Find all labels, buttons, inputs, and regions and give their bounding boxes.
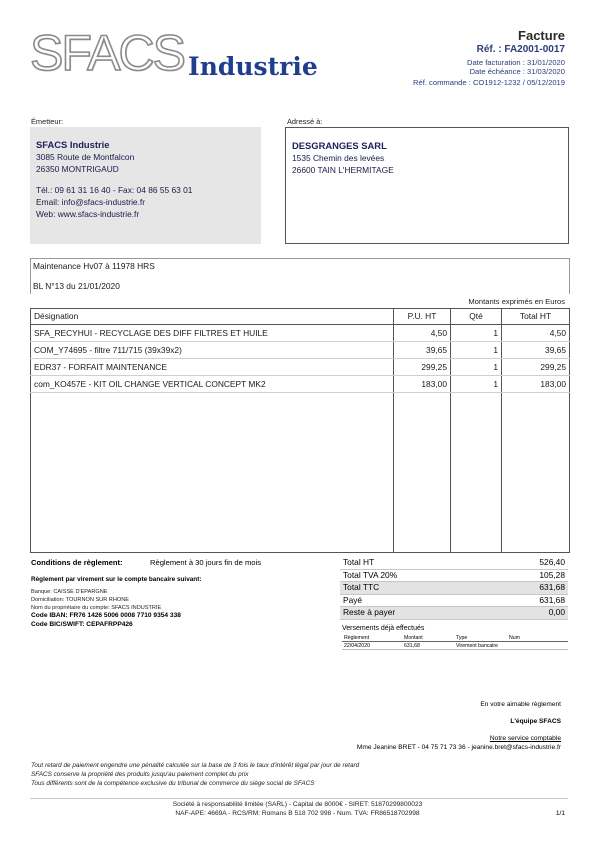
reference-block — [30, 258, 570, 294]
total-ht-row — [340, 557, 568, 570]
emitter-address-line-1: 3085 Route de Montfalcon — [36, 152, 135, 162]
recipient-address-line-1: 1535 Chemin des levées — [292, 153, 385, 163]
total-label: Total HT — [343, 557, 375, 567]
due-date: Date échéance : 31/03/2020 — [469, 67, 565, 76]
paid-row — [340, 595, 568, 608]
recipient-address-line-2: 26600 TAIN L'HERMITAGE — [292, 165, 394, 175]
payment-date: 22/04/2020 — [344, 643, 370, 649]
emitter-block — [30, 127, 261, 244]
table-row — [31, 342, 570, 359]
invoice-lines-table — [30, 308, 569, 553]
emitter-phone: Tél.: 09 61 31 16 40 - Fax: 04 86 55 63 01 — [36, 185, 193, 195]
row-unit-price: 183,00 — [394, 376, 451, 393]
payments-header-row — [342, 635, 568, 642]
row-total: 39,65 — [502, 342, 570, 359]
footer-company-info: Société à responsabilité limitée (SARL) - Capital de 8000€ - SIRET: 51870299800023 — [172, 801, 423, 808]
order-reference: Réf. commande : CO1912-1232 / 05/12/2019 — [413, 78, 565, 87]
column-header-quantity: Qté — [451, 309, 502, 325]
emitter-address-line-2: 26350 MONTRIGAUD — [36, 164, 119, 174]
footer-registration-info: NAF-APE: 4669A - RCS/RM: Romans B 518 702 998 - Num. TVA: FR86518702998 — [175, 810, 420, 817]
payment-type: Virement bancaire — [456, 643, 499, 649]
bank-domiciliation: Domiciliation: TOURNON SUR RHONE — [31, 597, 130, 603]
table-row — [31, 325, 570, 342]
row-unit-price: 299,25 — [394, 359, 451, 376]
invoice-date: Date facturation : 31/01/2020 — [467, 58, 565, 67]
team-signature: L'équipe SFACS — [510, 718, 561, 725]
payment-number — [509, 643, 564, 649]
row-quantity: 1 — [451, 376, 502, 393]
page-number: 1/1 — [555, 810, 565, 817]
bank-transfer-title: Règlement par virement sur le compte bancaire suivant: — [31, 576, 202, 583]
iban-code: Code IBAN: FR76 1426 5006 0008 7710 9354 338 — [31, 612, 181, 619]
total-label: Total TTC — [343, 582, 380, 592]
bank-name: Banque: CAISSE D'EPARGNE — [31, 589, 108, 595]
footer-divider — [30, 798, 568, 799]
emitter-email: Email: info@sfacs-industrie.fr — [36, 197, 146, 207]
total-value: 105,28 — [539, 569, 565, 580]
recipient-block — [285, 127, 569, 244]
jurisdiction-notice: Tous différents sont de la compétence exclusive du tribunal de commerce du siège social de SFACS — [31, 780, 315, 787]
row-designation: SFA_RECYHUI - RECYCLAGE DES DIFF FILTRES ET HUILE — [31, 325, 394, 342]
company-logo-text: SFACS — [30, 25, 184, 81]
recipient-name: DESGRANGES SARL — [292, 140, 387, 151]
invoice-reference: Réf. : FA2001-0017 — [476, 44, 565, 55]
total-tva-row — [340, 570, 568, 583]
total-label: Reste à payer — [343, 607, 396, 617]
payments-header-cell: Num — [509, 635, 520, 641]
payment-conditions-value: Règlement à 30 jours fin de mois — [150, 558, 262, 567]
row-designation: COM_Y74695 - filtre 711/715 (39x39x2) — [31, 342, 394, 359]
table-empty-area — [31, 393, 570, 553]
column-header-unit-price: P.U. HT — [394, 309, 451, 325]
accounting-contact: Mme Jeanine BRET - 04 75 71 73 36 - jeanine.bret@sfacs-industrie.fr — [356, 744, 561, 751]
total-value: 0,00 — [548, 607, 565, 617]
account-owner: Nom du propriétaire du compte: SFACS INDUSTRIE — [31, 605, 162, 611]
total-label: Payé — [343, 594, 363, 605]
totals-block — [340, 557, 568, 620]
emitter-name: SFACS Industrie — [36, 139, 110, 150]
row-designation: EDR37 - FORFAIT MAINTENANCE — [31, 359, 394, 376]
row-total: 183,00 — [502, 376, 570, 393]
table-row — [31, 376, 570, 393]
emitter-label: Émetteur: — [31, 117, 64, 126]
total-label: Total TVA 20% — [343, 569, 398, 580]
row-unit-price: 39,65 — [394, 342, 451, 359]
total-value: 526,40 — [539, 557, 565, 567]
row-quantity: 1 — [451, 359, 502, 376]
late-payment-notice: Tout retard de paiement engendre une pénalité calculée sur la base de 3 fois le taux d'intérêt légal par jour de retard — [31, 762, 360, 769]
payment-conditions-label: Conditions de règlement: — [31, 558, 123, 567]
row-designation: com_KO457E - KIT OIL CHANGE VERTICAL CONCEPT MK2 — [31, 376, 394, 393]
row-quantity: 1 — [451, 342, 502, 359]
recipient-label: Adressé à: — [287, 117, 323, 126]
payments-header-cell: Règlement — [344, 635, 370, 641]
table-header-row — [31, 309, 570, 325]
table-row — [31, 359, 570, 376]
payments-row — [342, 643, 568, 650]
currency-note: Montants exprimés en Euros — [468, 297, 565, 306]
payments-made-title: Versements déjà effectués — [342, 625, 425, 632]
remaining-row — [340, 607, 568, 620]
emitter-website: Web: www.sfacs-industrie.fr — [36, 209, 140, 219]
reference-line-1: Maintenance Hv07 à 11978 HRS — [33, 261, 155, 271]
payments-header-cell: Montant — [404, 635, 423, 641]
column-header-designation: Désignation — [31, 309, 394, 325]
column-header-total: Total HT — [502, 309, 570, 325]
payment-amount: 631,68 — [404, 643, 420, 649]
company-logo-subtitle: Industrie — [188, 52, 318, 81]
row-unit-price: 4,50 — [394, 325, 451, 342]
bic-code: Code BIC/SWIFT: CEPAFRPP426 — [31, 621, 133, 628]
closing-greeting: En votre aimable règlement — [480, 701, 561, 708]
payments-header-cell: Type — [456, 635, 468, 641]
row-quantity: 1 — [451, 325, 502, 342]
total-value: 631,68 — [539, 594, 565, 605]
row-total: 4,50 — [502, 325, 570, 342]
ownership-notice: SFACS conserve la propriété des produits jusqu'au paiement complet du prix — [31, 771, 249, 778]
reference-line-2: BL N°13 du 21/01/2020 — [33, 281, 120, 291]
total-value: 631,68 — [539, 582, 565, 592]
total-ttc-row — [340, 582, 568, 595]
accounting-service: Notre service comptable — [489, 735, 561, 742]
document-title: Facture — [518, 28, 565, 43]
row-total: 299,25 — [502, 359, 570, 376]
